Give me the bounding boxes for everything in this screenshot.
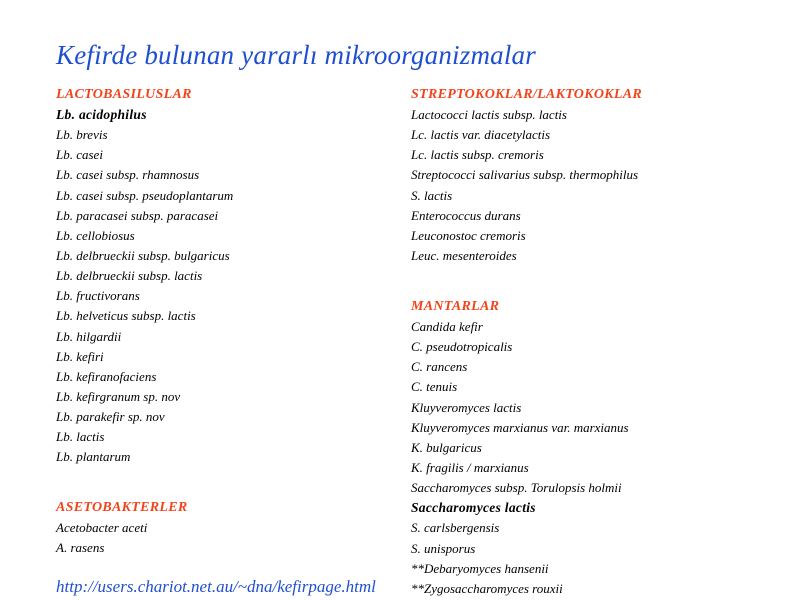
list-item: S. lactis <box>411 187 453 203</box>
section-heading: STREPTOKOKLAR/LAKTOKOKLAR <box>411 87 643 102</box>
list-item: Candida kefir <box>411 319 483 334</box>
list-item: Streptococci salivarius subsp. thermophilus <box>411 167 639 183</box>
list-item: K. bulgaricus <box>411 439 482 455</box>
list-item: Lb. paracasei subsp. paracasei <box>56 207 219 223</box>
list-item: Acetobacter aceti <box>56 520 148 535</box>
list-item: Lb. brevis <box>56 127 108 143</box>
list-item: C. pseudotropicalis <box>411 339 513 355</box>
list-item: A. rasens <box>56 540 105 556</box>
section-asetobakterler <box>56 498 188 558</box>
list-item: Lb. kefiranofaciens <box>56 368 157 384</box>
microorganism-list <box>411 317 629 599</box>
list-item: **Debaryomyces hansenii <box>411 560 549 576</box>
list-item: Lb. helveticus subsp. lactis <box>56 308 196 324</box>
list-item: C. rancens <box>411 359 468 375</box>
page-title: Kefirde bulunan yararlı mikroorganizmalar <box>56 40 536 70</box>
source-link[interactable]: http://users.chariot.net.au/~dna/kefirpage.html <box>56 577 376 596</box>
list-item: C. tenuis <box>411 379 458 395</box>
list-item: K. fragilis / marxianus <box>411 459 529 475</box>
list-item: Lb. hilgardii <box>56 328 122 344</box>
microorganism-list <box>56 518 188 558</box>
list-item: Leuc. mesenteroides <box>411 247 517 263</box>
list-item: S. unisporus <box>411 540 476 556</box>
list-item: Lb. lactis <box>56 429 105 445</box>
section-streptokoklar <box>411 85 642 266</box>
list-item: Saccharomyces subsp. Torulopsis holmii <box>411 480 622 496</box>
list-item: Kluyveromyces marxianus var. marxianus <box>411 419 629 435</box>
list-item: Enterococcus durans <box>411 207 521 223</box>
list-item: Lb. acidophilus <box>56 107 147 122</box>
section-heading: MANTARLAR <box>411 299 500 314</box>
list-item: Leuconostoc cremoris <box>411 227 526 243</box>
list-item: Lb. parakefir sp. nov <box>56 409 165 425</box>
list-item: **Zygosaccharomyces rouxii <box>411 580 563 596</box>
list-item: Lb. casei subsp. rhamnosus <box>56 167 200 183</box>
list-item: Saccharomyces lactis <box>411 500 536 516</box>
microorganism-list <box>56 105 233 468</box>
list-item: S. carlsbergensis <box>411 520 500 536</box>
list-item: Kluyveromyces lactis <box>411 399 522 415</box>
microorganism-list <box>411 105 642 266</box>
section-lactobasiluslar <box>56 85 233 468</box>
list-item: Lb. plantarum <box>56 449 131 465</box>
list-item: Lb. kefirgranum sp. nov <box>56 388 181 404</box>
list-item: Lb. delbrueckii subsp. bulgaricus <box>56 247 230 263</box>
list-item: Lb. cellobiosus <box>56 227 135 243</box>
list-item: Lc. lactis subsp. cremoris <box>411 147 544 163</box>
list-item: Lc. lactis var. diacetylactis <box>411 127 551 143</box>
section-heading: LACTOBASILUSLAR <box>56 87 192 102</box>
list-item: Lb. casei subsp. pseudoplantarum <box>56 187 234 203</box>
section-mantarlar <box>411 297 629 599</box>
list-item: Lb. casei <box>56 147 103 163</box>
list-item: Lactococci lactis subsp. lactis <box>411 107 567 122</box>
list-item: Lb. kefiri <box>56 348 104 364</box>
list-item: Lb. delbrueckii subsp. lactis <box>56 268 203 284</box>
section-heading: ASETOBAKTERLER <box>56 500 188 515</box>
list-item: Lb. fructivorans <box>56 288 140 304</box>
